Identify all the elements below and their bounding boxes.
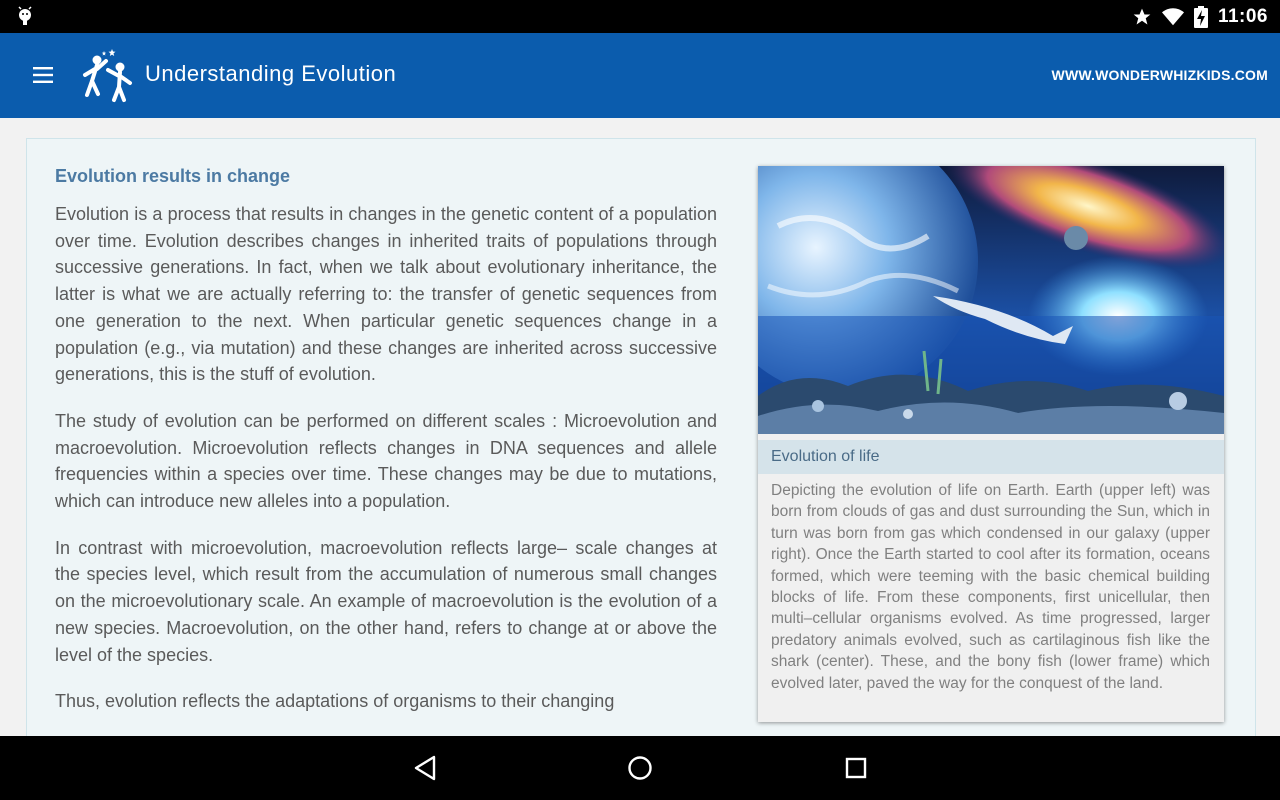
figure-caption: Evolution of life [771,448,880,465]
star-icon [1132,7,1152,27]
back-button[interactable] [409,752,441,784]
recents-icon [845,757,867,779]
figure-box [758,166,1224,722]
menu-icon [33,66,53,84]
recents-button[interactable] [840,752,872,784]
content-area[interactable] [0,118,1280,736]
clock: 11:06 [1217,5,1268,27]
article-card [26,138,1256,736]
wifi-icon [1162,7,1184,27]
figure-caption-bar [758,440,1224,474]
android-debug-icon [15,6,35,26]
app-bar [0,33,1280,118]
figure-description: Depicting the evolution of life on Earth. Earth (upper left) was born from clouds of gas and dust surrounding the Sun, which in turn was born from gas which condensed in our galaxy (upper right). Once the Earth started to cool after its formation, oceans formed, which were teeming with the basic chemical building blocks of life. From these components, first unicellular, then multi–cellular organisms evolved. As time progressed, larger predatory animals evolved, such as cartilaginous fish like the shark (center). These, and the bony fish (lower frame) which evolved later, paved the way for the conquest of the land. [771,482,1210,692]
status-bar [0,0,1280,33]
website-link[interactable]: WWW.WONDERWHIZKIDS.COM [1051,67,1268,83]
article-body [55,201,717,735]
paragraph: The study of evolution can be performed on different scales : Microevolution and macroevolution. Microevolution reflects changes in DNA sequences and allele frequencies within a species over time. These changes may be due to mutations, which can introduce new alleles into a population. [55,410,717,512]
battery-charging-icon [1194,6,1208,28]
section-title: Evolution results in change [55,166,291,186]
menu-button[interactable] [28,60,58,90]
logo-icon [78,45,140,107]
evolution-image[interactable] [758,166,1224,434]
home-button[interactable] [624,752,656,784]
back-icon [413,755,437,781]
paragraph: Evolution is a process that results in changes in the genetic content of a population over time. Evolution describes changes in inherited traits of populations through successive generations. In fact, when we talk about evolutionary inheritance, the latter is what we are actually referring to: the transfer of genetic sequences from one generation to the next. When particular genetic sequences change in a population (e.g., via mutation) and these changes are inherited across successive generations, this is the stuff of evolution. [55,204,717,385]
navigation-bar [0,736,1280,800]
paragraph: In contrast with microevolution, macroevolution reflects large– scale changes at the species level, which result from the accumulation of numerous small changes on the microevolutionary scale. An example of macroevolution is the evolution of a new species. Macroevolution, on the other hand, refers to change at or above the level of the species. [55,537,717,665]
home-icon [627,755,653,781]
paragraph: Thus, evolution reflects the adaptations of organisms to their changing [55,691,615,712]
app-title: Understanding Evolution [145,61,397,86]
